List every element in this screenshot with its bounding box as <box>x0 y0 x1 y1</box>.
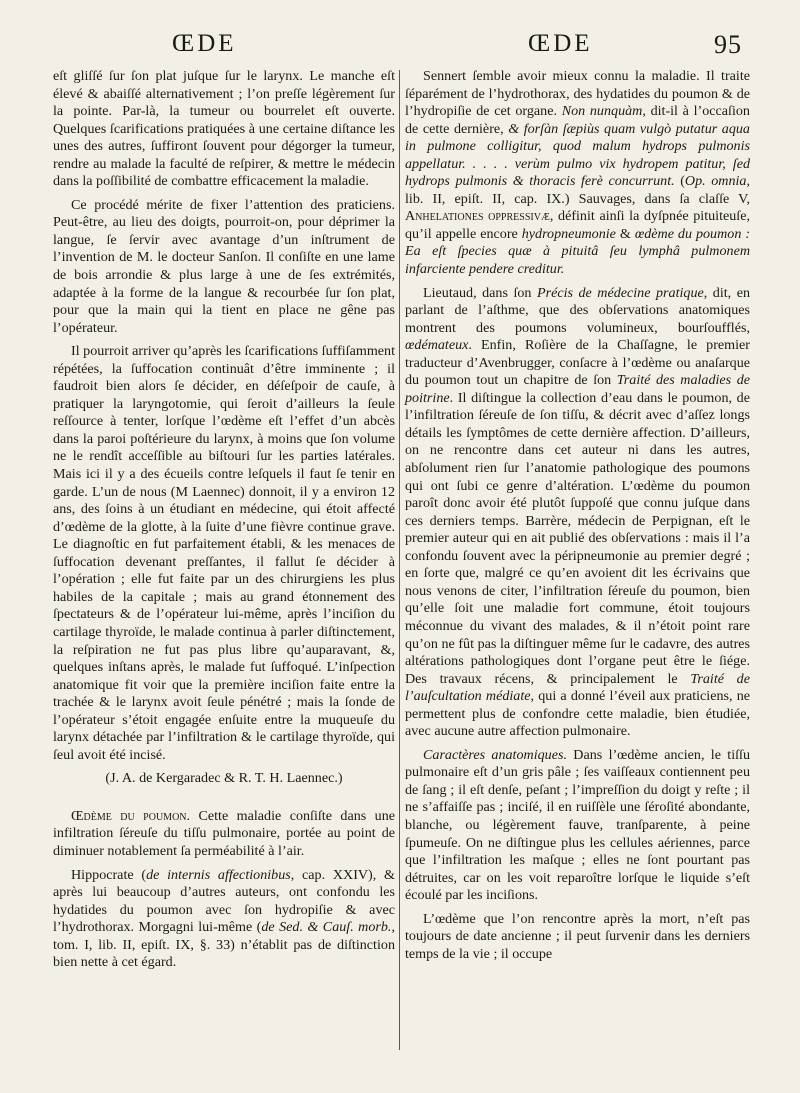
citation: de internis affectionibus <box>146 866 291 883</box>
paragraph-text: , qui a donné l’éveil aux praticiens, ne permettent plus de confondre cette maladie, bien étudiée, avec aucune autre affection pulmonaire. <box>405 688 750 740</box>
term: hydropneumonie <box>521 225 616 242</box>
paragraph <box>405 285 750 741</box>
paragraph <box>53 867 395 972</box>
paragraph <box>53 808 395 861</box>
citation: Op. omnia <box>684 173 747 190</box>
paragraph-text: & <box>615 225 635 242</box>
section-heading: Caractères anatomiques. <box>423 746 567 763</box>
running-head-left: ŒDE <box>172 30 237 57</box>
citation: Traité des maladies de poitrine <box>405 372 751 406</box>
paragraph-text: , tom. I, lib. II, epiſt. IX, §. 33) n’établit pas de diſtinction bien nette à cet égard. <box>53 919 395 971</box>
paragraph <box>405 68 750 279</box>
paragraph <box>405 747 750 905</box>
paragraph: Ce procédé mérite de fixer l’attention des praticiens. Peut-être, au lieu des doigts, pourroit-on, pour déprimer la langue, ſe ſervir avec avantage d’un inſtrument de l’invention de M. le docteur Sanſon. Il conſiſte en une lame de bois arrondie & plus large à une de ſes extrémités, adaptée à la forme de la langue & recourbée ſur ſon plat, pour que la main qui la tient en place ne gêne pas l’opérateur. <box>53 196 395 336</box>
paragraph-text: , dit, en parlant de l’aſthme, que des obſervations anatomiques montrent des poumons volumineux, bourſoufflés, <box>405 284 750 336</box>
left-column <box>53 68 395 978</box>
section-heading: Œdème du poumon. <box>71 807 191 824</box>
paragraph-text: Dans l’œdème ancien, le tiſſu pulmonaire eſt d’un gris pâle ; ſes vaiſſeaux contiennent peu de ſang ; il eſt denſe, peſant ; l’impreſſion du doigt y reſte ; il ne s’affaiſſe pas ; inciſé, il en ruiſſèle une ſéroſité abondante, blanche, ou légèrement fauve, tranſparente, à peine ſpumeuſe. On ne diſtingue plus les cellules aériennes, parce que l’infiltration les maſque ; elles ne ſont pourtant pas détruites, car on les voit reparoître lorſque le liquide s’eſt écoulé par les inciſions. <box>405 746 750 904</box>
paragraph-text: . Enfin, Roſière de la Chaſſagne, le premier traducteur d’Avenbrugger, conſacre à l’œdème ou anaſarque du poumon tout un chapitre de ſon <box>405 337 750 389</box>
paragraph-text: , définit ainſi la dyſpnée pituiteuſe, qu’il appelle encore <box>405 208 750 242</box>
paragraph-text: Lieutaud, dans ſon <box>423 284 537 301</box>
author-signature: (J. A. de Kergaradec & R. T. H. Laennec.) <box>105 770 343 787</box>
paragraph-text: Sennert ſemble avoir mieux connu la maladie. Il traite ſéparément de l’hydrothorax, des hydatides du poumon & de l’hydropiſie de cet organe. <box>405 68 750 120</box>
term: œdème du poumon : Ea eſt ſpecies quæ à pituitâ ſeu lymphâ pulmonem infarciente pendere creditur. <box>405 225 751 278</box>
paragraph-text: Cette maladie conſiſte dans une infiltration ſéreuſe du tiſſu pulmonaire, portée au point de diminuer notablement ſa perméabilité à l’air. <box>53 807 396 859</box>
paragraph-text: . Il diſtingue la collection d’eau dans le poumon, de l’infiltration ſéreuſe de ſon tiſſu, & décrit avec d’aſſez longs détails les ſymptômes de cette dernière affection. D’ailleurs, on ne rencontre dans cet auteur ni dans les autres, abſolument rien ſur l’anatomie pathologique des poumons qui ont ſubi ce genre d’altération. L’œdème du poumon paroît donc avoir été plutôt ſuppoſé que connu juſque dans ces derniers temps. Barrère, médecin de Perpignan, eſt le premier auteur qui en ait publié des obſervations : mais il l’a confondu ſouvent avec la péripneumonie au premier degré ; en ſorte que, malgré ce qu’en avoient dit les écrivains que nous venons de citer, l’infiltration ſéreuſe du poumon, bien qu’elle ſoit une maladie fort commune, étoit toujours méconnue du vivant des malades, & il n’étoit point rare qu’on ne fût pas la diſtinguer même ſur le cadavre, des autres altérations pathologiques dont l’organe peut être le ſiége. Des travaux récens, & principalement le <box>405 389 750 687</box>
right-column <box>405 68 750 969</box>
latin-quote: Non nunquàm <box>561 103 643 120</box>
citation: Précis de médecine pratique <box>536 284 704 301</box>
citation: Traité de l’auſcultation médiate <box>405 670 750 705</box>
term: œdémateux <box>405 337 469 354</box>
latin-quote: & forſàn ſæpiùs quam vulgò putatur aqua in pulmone colligitur, quod malum hydrops pulmonis appellatur. . . . . verùm pulmo vix hydropem patitur, ſed hydrops pulmonis & thoracis ferè concurrunt. <box>405 120 750 190</box>
paragraph-text: , lib. II, epiſt. II, cap. IX.) Sauvages, dans ſa claſſe V, <box>405 173 750 207</box>
page-number: 95 <box>714 30 742 59</box>
citation: de Sed. & Cauſ. morb. <box>261 919 392 936</box>
class-name: Anhelationes oppressivæ <box>405 208 550 225</box>
paragraph: L’œdème que l’on rencontre après la mort, n’eſt pas toujours de date ancienne ; il peut ſurvenir dans les derniers temps de la vie ; il occupe <box>405 910 750 962</box>
paragraph: eſt gliſſé ſur ſon plat juſque ſur le larynx. Le manche eſt élevé & abaiſſé alternativement ; l’on preſſe légèrement ſur la pointe. Par-là, la tumeur ou bourrelet eſt ouverte. Quelques ſcarifications pratiquées à une certaine diſtance les unes des autres, ſuffiront ſouvent pour dégorger la tumeur, rendre au malade la faculté de reſpirer, & mettre le médecin dans la poſſibilité de combattre efficacement la maladie. <box>53 68 395 190</box>
paragraph-text: , dit-il à l’occaſion de cette dernière, <box>405 103 750 137</box>
paragraph: Il pourroit arriver qu’après les ſcarifications ſuffiſamment répétées, la ſuffocation continuât d’être imminente ; il faudroit bien alors ſe décider, en déſeſpoir de cauſe, à pratiquer la laryngotomie, qui ſeroit d’ailleurs la ſeule reſſource à tenter, lorſque l’œdème eſt l’effet d’un abcès dans la paroi poſtérieure du larynx, à moins que ſon volume ne le rendît acceſſible au biſtouri ſur les parties latérales. Mais ici il y a des écueils contre leſquels il faut ſe tenir en garde. L’un de nous (M Laennec) donnoit, il y a environ 12 ans, des ſoins à un étudiant en médecine, qui étoit affecté d’œdème de la glotte, à la ſuite d’une fièvre continue grave. Le diagnoſtic en fut parfaitement établi, & les menaces de ſuffocation devenant preſſantes, il fallut ſe décider à l’opération ; elle fut faite par un des chirurgiens les plus habiles de la capitale ; mais au grand étonnement des ſpectateurs & de l’opérateur lui-même, après l’inciſion du cartilage thyroïde, le malade continua à parler diſtinctement, la reſpiration ne fut pas plus libre qu’auparavant, &, quelques inſtans après, le malade fut ſuffoqué. L’inſpection anatomique fit voir que la première inciſion faite entre la trachée & le larynx avoit ſeule pénétré ; mais la ſonde de l’opérateur s’étoit engagée enſuite entre la muqueuſe du larynx détachée par l’infiltration & le cartilage thyroïde, qui ſeul avoit été incisé. <box>53 343 395 763</box>
running-head-right: ŒDE <box>528 30 593 57</box>
paragraph-text: ( <box>674 173 685 190</box>
paragraph-text: , cap. XXIV), & après lui beaucoup d’autres auteurs, ont confondu les hydatides du poumon avec ſon hydropiſie & avec l’hydrothorax. Morgagni lui-même ( <box>53 866 395 936</box>
paragraph-text: Hippocrate ( <box>71 866 147 883</box>
column-divider <box>399 70 400 1050</box>
